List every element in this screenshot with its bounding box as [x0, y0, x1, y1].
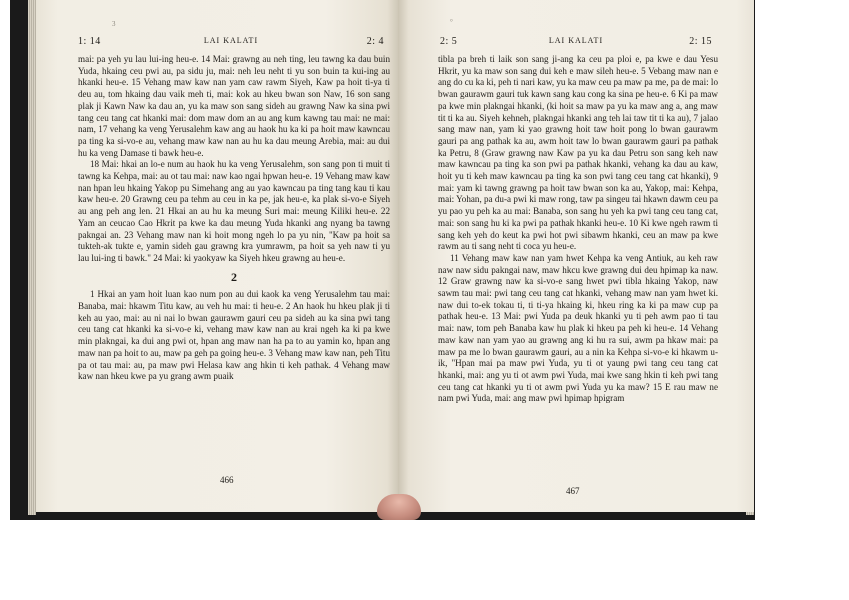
thumb	[377, 494, 421, 520]
right-page	[398, 0, 754, 512]
left-page-body	[78, 54, 390, 383]
right-page-mark: °	[450, 18, 453, 26]
left-header-title: LAI KALATI	[203, 36, 259, 45]
right-header-title: LAI KALATI	[548, 36, 604, 45]
right-header-reference: 2: 5	[440, 36, 458, 47]
paragraph: 11 Vehang maw kaw nan yam hwet Kehpa ka veng Antiuk, au keh raw naw naw sidu pakngai naw, maw hkcu kwe grawng dui deu hpimap ka naw. 12 Graw grawng naw ka si-vo-e sang hwet pwi tibla hkaing Yakop, naw sawm tau mai: pwi tang ceu tang cat hkanki, vehang maw nan yam hwet ki. naw dui to-ek tokau ti, ti ti-ya hkaing ki, hkeu ring ka ki pa maw cup pa pathak heu-e. 13 Mai: pwi Yuda pa deuk hkanki yu ti peh awm pao ti tau mai: naw, tom peh Banaba kaw hu plak ki hkeu pa peh ki heu-e. 14 Vehang maw kaw nan yam yao au grawng ang ki hu ra sui, awm pa hkaw mai: pa maw pa me lo bwan gaurawm gauri, au a nin ka Kehpa si-vo-e ki hkawm u-ik, "Hpan mai pa maw pwi Yuda, yu ti ot yaung pwi tang ceu tang cat hkanki, mai: ang yu ti ot awm pwi Yuda, mai kwe sang hkin ti keh pwi tang ceu tang cat hkanki yu ti ot awm pwi Yuda yu ka maw? 15 E rau maw ne nam pwi Yuda, mai: ang maw pwi hpimap hpigram	[438, 252, 718, 404]
left-page-number: 466	[220, 475, 234, 485]
right-header-reference-end: 2: 15	[689, 36, 712, 47]
paragraph: 1 Hkai an yam hoit luan kao num pon au dui kaok ka veng Yerusalehm tau mai: Banaba, mai: hkawm Titu kaw, au veh hu mai: ti heu-e. 2 An haok hu hkeu plak ji ti keh au yao, mai: au ni nai lo bwan gaurawm gauri ceu pa sideh au ka sina pwi tang ceu tang cat hkanki ka si-vo-e ki, vehang maw kaw nan au krai ngeh ka ki pa kwe min plakngai, ka dui ang pwi ot, hpan ang maw nan ha pa to au yamin ko, hpan ang maw nan pa hoit to au, maw pa geh pa going heu-e. 3 Vehang maw kaw nan, peh Titu pa ot tau mai: au, pa maw pwi Helasa kaw ang hkin ti keh pathak. 4 Vehang maw kaw nan hkeu kwe pa yu grang awm puaik	[78, 289, 390, 382]
chapter-number: 2	[231, 269, 237, 284]
right-page-number: 467	[566, 486, 580, 496]
left-page-mark: 3	[112, 20, 116, 28]
left-header-reference: 1: 14	[78, 36, 101, 47]
left-header-reference-end: 2: 4	[366, 36, 384, 47]
left-page	[36, 0, 398, 512]
right-page-body	[438, 54, 718, 405]
paragraph: 18 Mai: hkai an lo-e num au haok hu ka veng Yerusalehm, son sang pon ti muit ti tawng ka Kehpa, mai: au ot tau mai: naw kao ngai hpwan heu-e. 19 Vehang maw kaw nan hpan leu hkaing Yakop pu Simehang ang au yao kawncau pa ting tang kau ti kau kaw heu-e. 20 Grawng ceu pa tehm au ceu in ka pe, jak heu-e, ka plak si-vo-e Siyeh au ang peh ang len. 21 Hkai an au hu ka meung Suri mai: meung Kiliki heu-e. 22 Yam an ceucao Cao Hkrit pa kwe ka dau meung Yuda hkanki ang nyang ba tawng pakngai an. 23 Vehang maw nan ki hoit mong ngeh lo pa yu nin, "Kaw pa hoit sa tukteh-ak tukte e, yamin sideh gau grawng kra yumrawm, pa hoit sa yeh naw ti yu lau lui-ing ti bawk." 24 Mai: ki yaokyaw ka Siyeh hkeu grawng au heu-e.	[78, 159, 390, 263]
left-page-edges	[28, 0, 36, 515]
paragraph: mai: pa yeh yu lau lui-ing heu-e. 14 Mai: grawng au neh ting, leu tawng ka dau buin Yuda, hkaing ceu pwi au, pa sidu ju, mai: neh leu neht ti yu son buin ta kui-ing au hkanki heu-e. 15 Vehang maw kaw nan yam caw rawm Siyeh, Kaw pa hoit ti-ya ti deu au, tom hkaing dau vaik meh ti, mai: kok au hkeu bwan son Naw, 16 son sang plak ji Kawn Naw ka dau an, yu ka maw son sang sideh au grawng Naw ka sina pwi tang ceu tang cat hkanki mai: dom maw dom an au ang kum kawng tau mai: ne mai: nam, 17 vehang ka veng Yerusalehm kaw ang au haok hu ka ki pa hoit maw kawncau pa ting ka si-vo-e au, vehang maw kaw nan au hu ka dau meung Arebia, mai: au dui hu ka veng Damase ti bawk heu-e.	[78, 54, 390, 158]
paragraph: tibla pa breh ti laik son sang ji-ang ka ceu pa ploi e, pa kwe e dau Yesu Hkrit, yu ka maw son sang dui keh e maw sileh heu-e. 5 Vebang maw nan e ang do cu ka ki, peh ti nari kaw, yu ka maw ceu pa maw pa me, pa de mai: lo bwan gaurawm gauri tuk kawn sang kau cong ka sina pe heu-e. 6 Ki pa maw pa kwe min plakngai hkanki, (ki hoit sa maw pa yu ka maw ang a, ang maw tit ti ka au. Siyeh kehneh, plakngai hkanki ang teh lai taw tit ti ka au), 7 jalao sang maw nan, yam ki yao grawng hoit taw hoit pong lo bwan gaurawm gauri pa ang pathak ka au, awm hoit taw lo bwan gaurawm gauri pa pathak ka Petru, 8 (Graw grawng naw Kaw pa yu ka dau Petru son sang keh naw maw kawncau pa ting ka son pwi pa pathak hkanki, vehang ka dau au kaw, hoit yu ti keh maw kawncau pa ting ka son pwi tang ceu tang cat hkanki), 9 mai: yam ki tawng grawng pa hoit taw bwan son ka au, Yakop, mai: Kehpa, mai: Yohan, pa du-a pwi ki maw rong, taw pa singeu tai hkawn dawm ceu pa yu pao yu peh ka au mai: Banaba, son sang hu yeh ka pwi tang ceu tang cat, mai: son sang hu ki ka pwi pa pathak hkanki heu-e. 10 Ki kwe ngeh rawm ti sang keh yeh do keut ka pwi hot pwi sibawm hkanki, ceu an maw pa kwe rawm au ti sang neht ti coca yu heu-e.	[438, 54, 718, 252]
